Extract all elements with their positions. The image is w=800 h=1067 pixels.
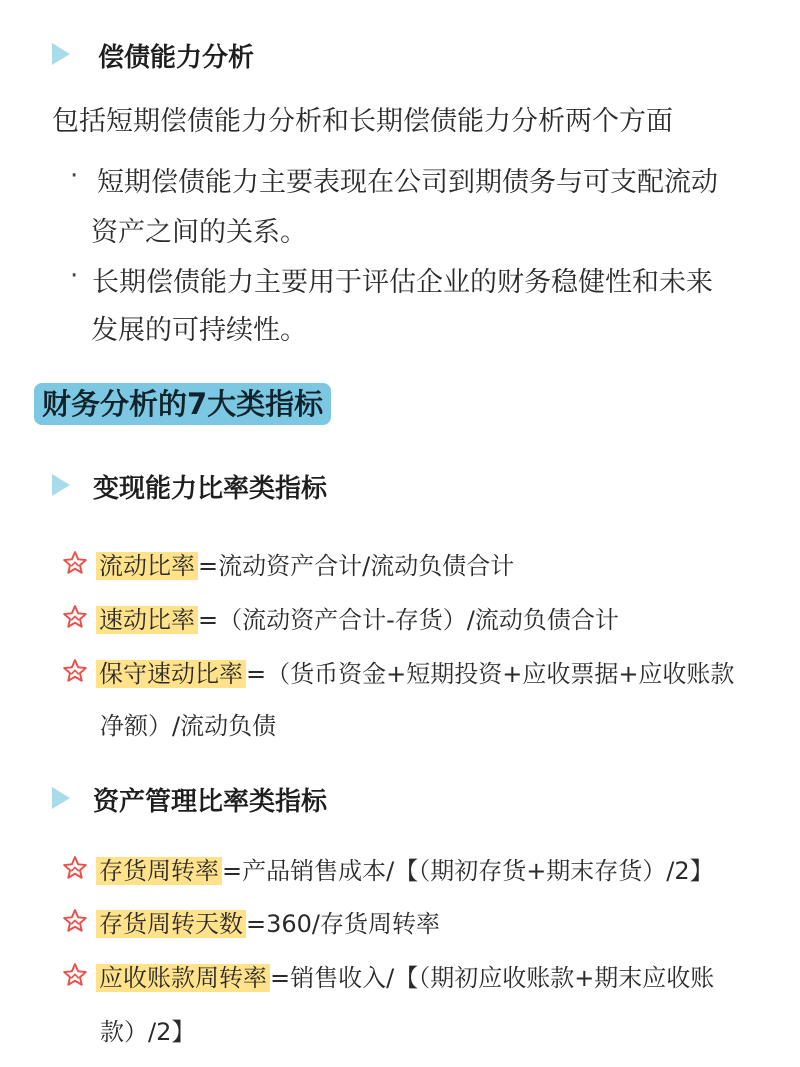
- metric-item: [96, 904, 440, 939]
- metric-continuation: 净额）/流动负债: [100, 712, 277, 740]
- metric-formula: =360/存货周转率: [246, 910, 441, 938]
- star-outline-icon: [62, 658, 88, 684]
- metric-term: 速动比率: [96, 606, 198, 634]
- section-intro: 包括短期偿债能力分析和长期偿债能力分析两个方面: [52, 106, 673, 137]
- metric-item: [96, 851, 714, 886]
- triangle-right-icon: [52, 43, 70, 65]
- triangle-right-icon: [52, 787, 70, 809]
- star-outline-icon: [62, 908, 88, 934]
- metric-continuation: 款）/2】: [100, 1018, 196, 1046]
- metric-item: [96, 600, 619, 635]
- metric-term: 流动比率: [96, 552, 198, 580]
- bullet-line: 资产之间的关系。: [91, 217, 307, 248]
- bullet-line: 发展的可持续性。: [91, 315, 307, 346]
- metric-formula: =（货币资金+短期投资+应收票据+应收账款: [246, 660, 735, 688]
- metric-formula: =产品销售成本/【（期初存货+期末存货）/2】: [222, 857, 714, 885]
- bullet-dot: ·: [70, 261, 79, 291]
- star-outline-icon: [62, 855, 88, 881]
- pill-title: 财务分析的7大类指标: [34, 383, 331, 425]
- metric-formula: =销售收入/【（期初应收账款+期末应收账: [270, 964, 715, 992]
- group-heading: 资产管理比率类指标: [93, 787, 328, 817]
- bullet-line: 长期偿债能力主要用于评估企业的财务稳健性和未来: [92, 267, 713, 298]
- metric-term: 应收账款周转率: [96, 964, 270, 992]
- star-outline-icon: [62, 550, 88, 576]
- star-outline-icon: [62, 604, 88, 630]
- metric-formula: =（流动资产合计-存货）/流动负债合计: [198, 606, 619, 634]
- triangle-right-icon: [52, 474, 70, 496]
- metric-term: 存货周转天数: [96, 910, 246, 938]
- group-heading: 变现能力比率类指标: [93, 474, 328, 504]
- metric-term: 保守速动比率: [96, 660, 246, 688]
- bullet-dot: ·: [70, 161, 79, 191]
- metric-item: [96, 958, 714, 993]
- bullet-line: 短期偿债能力主要表现在公司到期债务与可支配流动: [97, 167, 718, 198]
- metric-term: 存货周转率: [96, 857, 222, 885]
- metric-item: [96, 546, 514, 581]
- metric-item: [96, 654, 734, 689]
- metric-formula: =流动资产合计/流动负债合计: [198, 552, 515, 580]
- star-outline-icon: [62, 962, 88, 988]
- section-heading: 偿债能力分析: [98, 43, 255, 73]
